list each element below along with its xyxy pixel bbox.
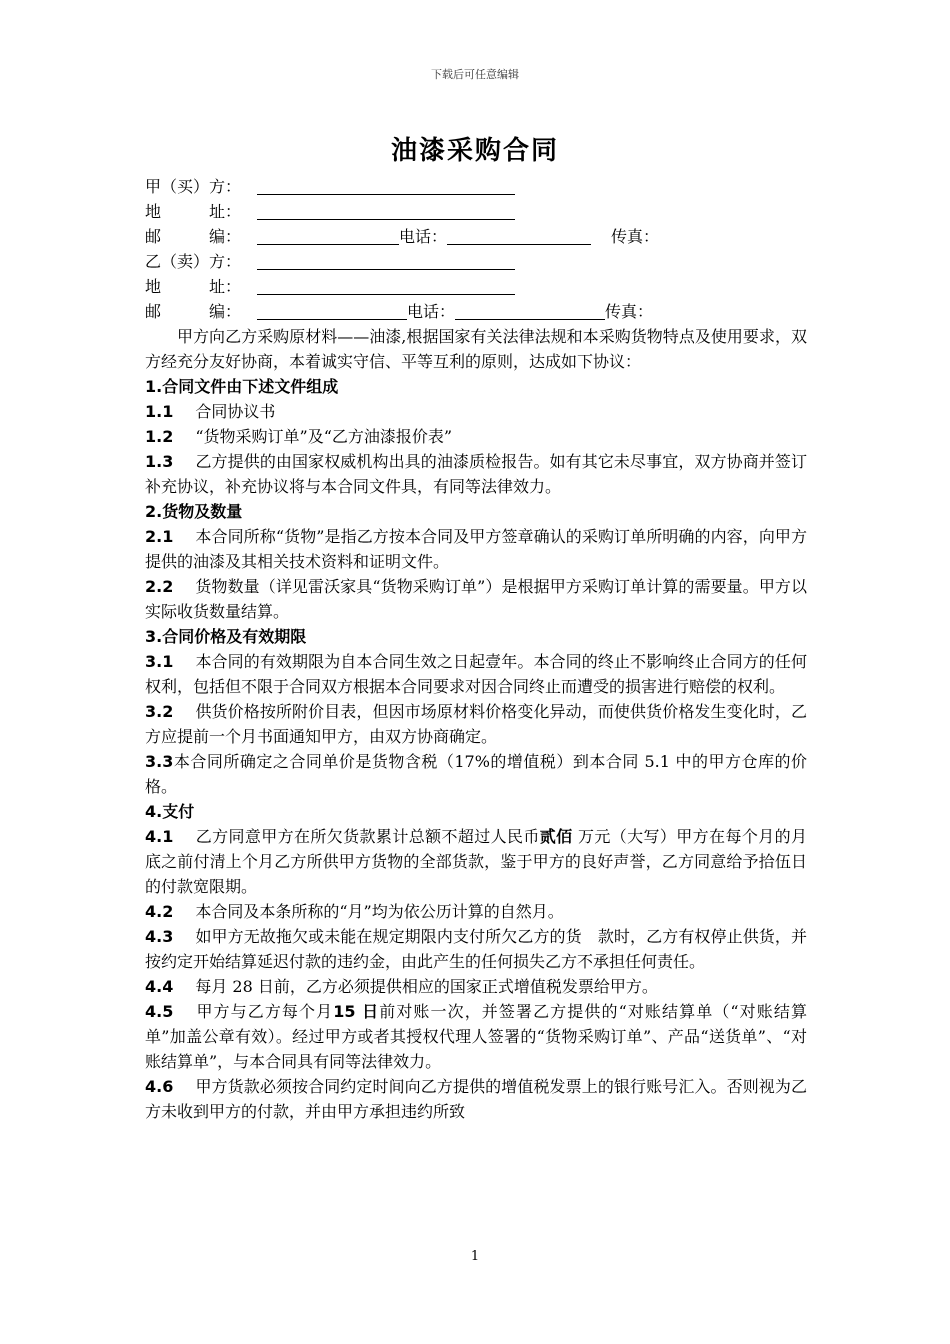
clause-2-2 [145, 574, 807, 624]
clause-text: 本合同的有效期限为自本合同生效之日起壹年。本合同的终止不影响终止合同方的任何权利，包括但不限于合同双方根据本合同要求对因合同终止而遭受的损害进行赔偿的权利。 [145, 652, 807, 696]
page-number: 1 [470, 1249, 480, 1264]
clause-number: 4.1 [145, 827, 174, 846]
buyer-contact-line [145, 224, 807, 249]
clause-1-2 [145, 424, 807, 449]
buyer-address-line [145, 199, 807, 224]
fax-label: 传真： [611, 227, 660, 246]
clause-text: “货物采购订单”及“乙方油漆报价表” [195, 427, 453, 446]
clause-number: 4.4 [145, 977, 174, 996]
buyer-label: 甲（买）方： [145, 177, 242, 196]
clause-number: 4.6 [145, 1077, 174, 1096]
clause-4-6 [145, 1074, 807, 1124]
clause-text: 甲方货款必须按合同约定时间向乙方提供的增值税发票上的银行账号汇入。否则视为乙方未收到甲方的付款，并由甲方承担违约所致 [145, 1077, 807, 1121]
buyer-postcode-blank[interactable] [257, 227, 399, 245]
clause-number: 2.1 [145, 527, 174, 546]
clause-number: 1.2 [145, 427, 174, 446]
clause-text: 万元（大写）甲方在每个月的月底之前付清上个月乙方所供甲方货物的全部货款，鉴于甲方的良好声誉，乙方同意给予拾伍日的付款宽限期。 [145, 827, 807, 896]
clause-1-1 [145, 399, 807, 424]
clause-4-5 [145, 999, 807, 1074]
clause-number: 4.5 [145, 1002, 174, 1021]
phone-label: 电话： [399, 227, 448, 246]
clause-text: 乙方提供的由国家权威机构出具的油漆质检报告。如有其它未尽事宜，双方协商并签订补充协议，补充协议将与本合同文件具，有同等法律效力。 [145, 452, 807, 496]
buyer-phone-blank[interactable] [447, 227, 591, 245]
clause-4-1 [145, 824, 807, 899]
clause-4-2 [145, 899, 807, 924]
seller-line [145, 249, 807, 274]
address-label: 地 址： [145, 277, 242, 296]
address-label: 地 址： [145, 202, 242, 221]
clause-text: 货物数量（详见雷沃家具“货物采购订单”）是根据甲方采购订单计算的需要量。甲方以实际收货数量结算。 [145, 577, 807, 621]
section-2-heading: 2.货物及数量 [145, 502, 243, 521]
buyer-address-blank[interactable] [257, 202, 515, 220]
clause-text: 甲方与乙方每个月 [195, 1002, 334, 1021]
clause-text: 本合同所确定之合同单价是货物含税（17%的增值税）到本合同 5.1 中的甲方仓库的价格。 [145, 752, 807, 796]
clause-number: 3.2 [145, 702, 174, 721]
document-title: 油漆采购合同 [390, 136, 559, 166]
section-3-heading: 3.合同价格及有效期限 [145, 627, 307, 646]
clause-text: 乙方同意甲方在所欠货款累计总额不超过人民币 [195, 827, 540, 846]
clause-number: 1.3 [145, 452, 174, 471]
buyer-line [145, 174, 807, 199]
header-note: 下载后可任意编辑 [431, 68, 519, 81]
clause-text: 如甲方无故拖欠或未能在规定期限内支付所欠乙方的货 款时，乙方有权停止供货，并按约定开始结算延迟付款的违约金，由此产生的任何损失乙方不承担任何责任。 [145, 927, 807, 971]
seller-contact-line [145, 299, 807, 324]
clause-number: 4.2 [145, 902, 174, 921]
amount-in-words: 贰佰 [539, 827, 573, 846]
clause-number: 3.1 [145, 652, 174, 671]
seller-address-blank[interactable] [257, 277, 515, 295]
seller-blank[interactable] [257, 252, 515, 270]
buyer-blank[interactable] [257, 177, 515, 195]
postcode-label: 邮 编： [145, 227, 242, 246]
postcode-label: 邮 编： [145, 302, 242, 321]
clause-number: 3.3 [145, 752, 174, 771]
clause-number: 1.1 [145, 402, 174, 421]
phone-label: 电话： [407, 302, 456, 321]
clause-text: 本合同所称“货物”是指乙方按本合同及甲方签章确认的采购订单所明确的内容，向甲方提供的油漆及其相关技术资料和证明文件。 [145, 527, 807, 571]
clause-3-3 [145, 749, 807, 799]
clause-text: 合同协议书 [195, 402, 276, 421]
seller-postcode-blank[interactable] [257, 302, 407, 320]
clause-4-4 [145, 974, 807, 999]
seller-address-line [145, 274, 807, 299]
clause-text: 前对账一次，并签署乙方提供的“对账结算单（“对账结算单”加盖公章有效）。经过甲方或者其授权代理人签署的“货物采购订单”、产品“送货单”、“对账结算单”，与本合同具有同等法律效力。 [145, 1002, 807, 1071]
clause-2-1 [145, 524, 807, 574]
clause-number: 4.3 [145, 927, 174, 946]
intro-paragraph: 甲方向乙方采购原材料——油漆,根据国家有关法律法规和本采购货物特点及使用要求，双方经充分友好协商，本着诚实守信、平等互利的原则，达成如下协议： [145, 327, 807, 371]
section-4-heading: 4.支付 [145, 802, 195, 821]
clause-text: 本合同及本条所称的“月”均为依公历计算的自然月。 [195, 902, 564, 921]
clause-text: 供货价格按所附价目表，但因市场原材料价格变化异动，而使供货价格发生变化时，乙方应提前一个月书面通知甲方，由双方协商确定。 [145, 702, 807, 746]
clause-3-2 [145, 699, 807, 749]
fax-label: 传真： [605, 302, 654, 321]
seller-phone-blank[interactable] [455, 302, 605, 320]
clause-4-3 [145, 924, 807, 974]
clause-text: 每月 28 日前，乙方必须提供相应的国家正式增值税发票给甲方。 [195, 977, 658, 996]
clause-3-1 [145, 649, 807, 699]
seller-label: 乙（卖）方： [145, 252, 242, 271]
clause-1-3 [145, 449, 807, 499]
section-1-heading: 1.合同文件由下述文件组成 [145, 377, 339, 396]
clause-number: 2.2 [145, 577, 174, 596]
reconciliation-day: 15 日 [333, 1002, 380, 1021]
document-body [145, 174, 807, 1124]
